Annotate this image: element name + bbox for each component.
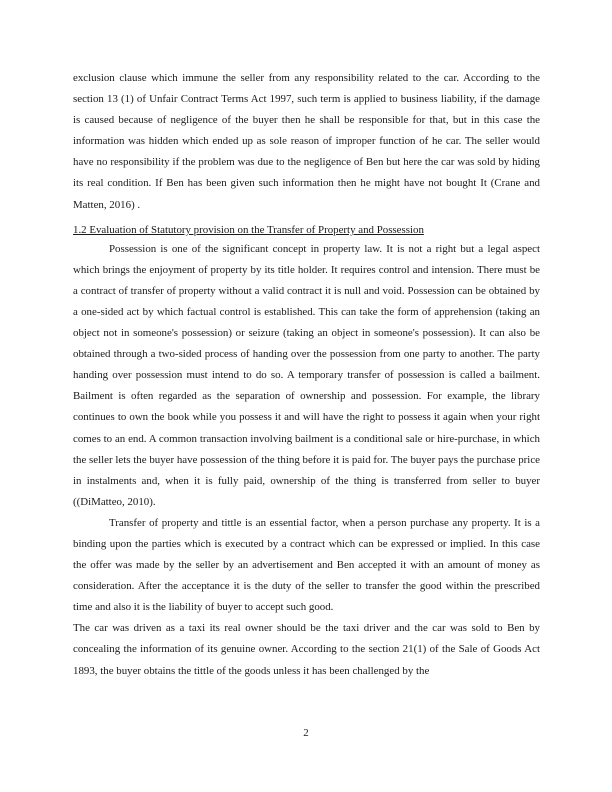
page-number: 2	[303, 727, 309, 739]
section-heading: 1.2 Evaluation of Statutory provision on the Transfer of Property and Possession	[73, 223, 424, 236]
paragraph-exclusion-clause: exclusion clause which immune the seller from any responsibility related to the car. According to the section 13 (1) of Unfair Contract Terms Act 1997, such term is applied to business liability, if the damage is caused because of negligence of the buyer then he shall be responsible for that, but in this case the information was hidden which ended up as sole reason of improper function of he car. The seller would have no responsibility if the problem was due to the negligence of Ben but here the car was sold by hiding its real condition. If Ben has been given such information then he might have not bought It (Crane and Matten, 2016) .	[73, 72, 540, 211]
paragraph-possession: Possession is one of the significant concept in property law. It is not a right but a legal aspect which brings the enjoyment of property by its title holder. It requires control and intension. There must be a contract of transfer of property without a valid contract it is null and void. Possession can be obtained by a one-sided act by which factual control is established. This can take the form of apprehension (taking an object not in someone's possession) or seizure (taking an object in someone's possession). It can also be obtained through a two-sided process of handing over the possession from one party to another. The party handing over possession must intend to do so. A temporary transfer of possession is called a bailment. Bailment is often regarded as the separation of ownership and possession. For example, the library continues to own the book while you possess it and will have the right to possess it again when your right comes to an end. A common transaction involving bailment is a conditional sale or hire-purchase, in which the seller lets the buyer have possession of the thing before it is paid for. The buyer pays the purchase price in instalments and, when it is fully paid, ownership of the thing is transferred from seller to buyer ((DiMatteo, 2010).	[73, 242, 540, 508]
paragraph-taxi-car: The car was driven as a taxi its real owner should be the taxi driver and the car was sold to Ben by concealing the information of its genuine owner. According to the section 21(1) of the Sale of Goods Act 1893, the buyer obtains the tittle of the goods unless it has been challenged by the	[73, 622, 540, 677]
document-body	[73, 68, 540, 682]
paragraph-transfer-of-property: Transfer of property and tittle is an essential factor, when a person purchase any property. It is a binding upon the parties which is executed by a contract which can be expressed or implied. In this case the offer was made by the seller by an advertisement and Ben accepted it with an amount of money as consideration. After the acceptance it is the duty of the seller to transfer the good within the prescribed time and also it is the liability of buyer to accept such good.	[73, 516, 540, 614]
